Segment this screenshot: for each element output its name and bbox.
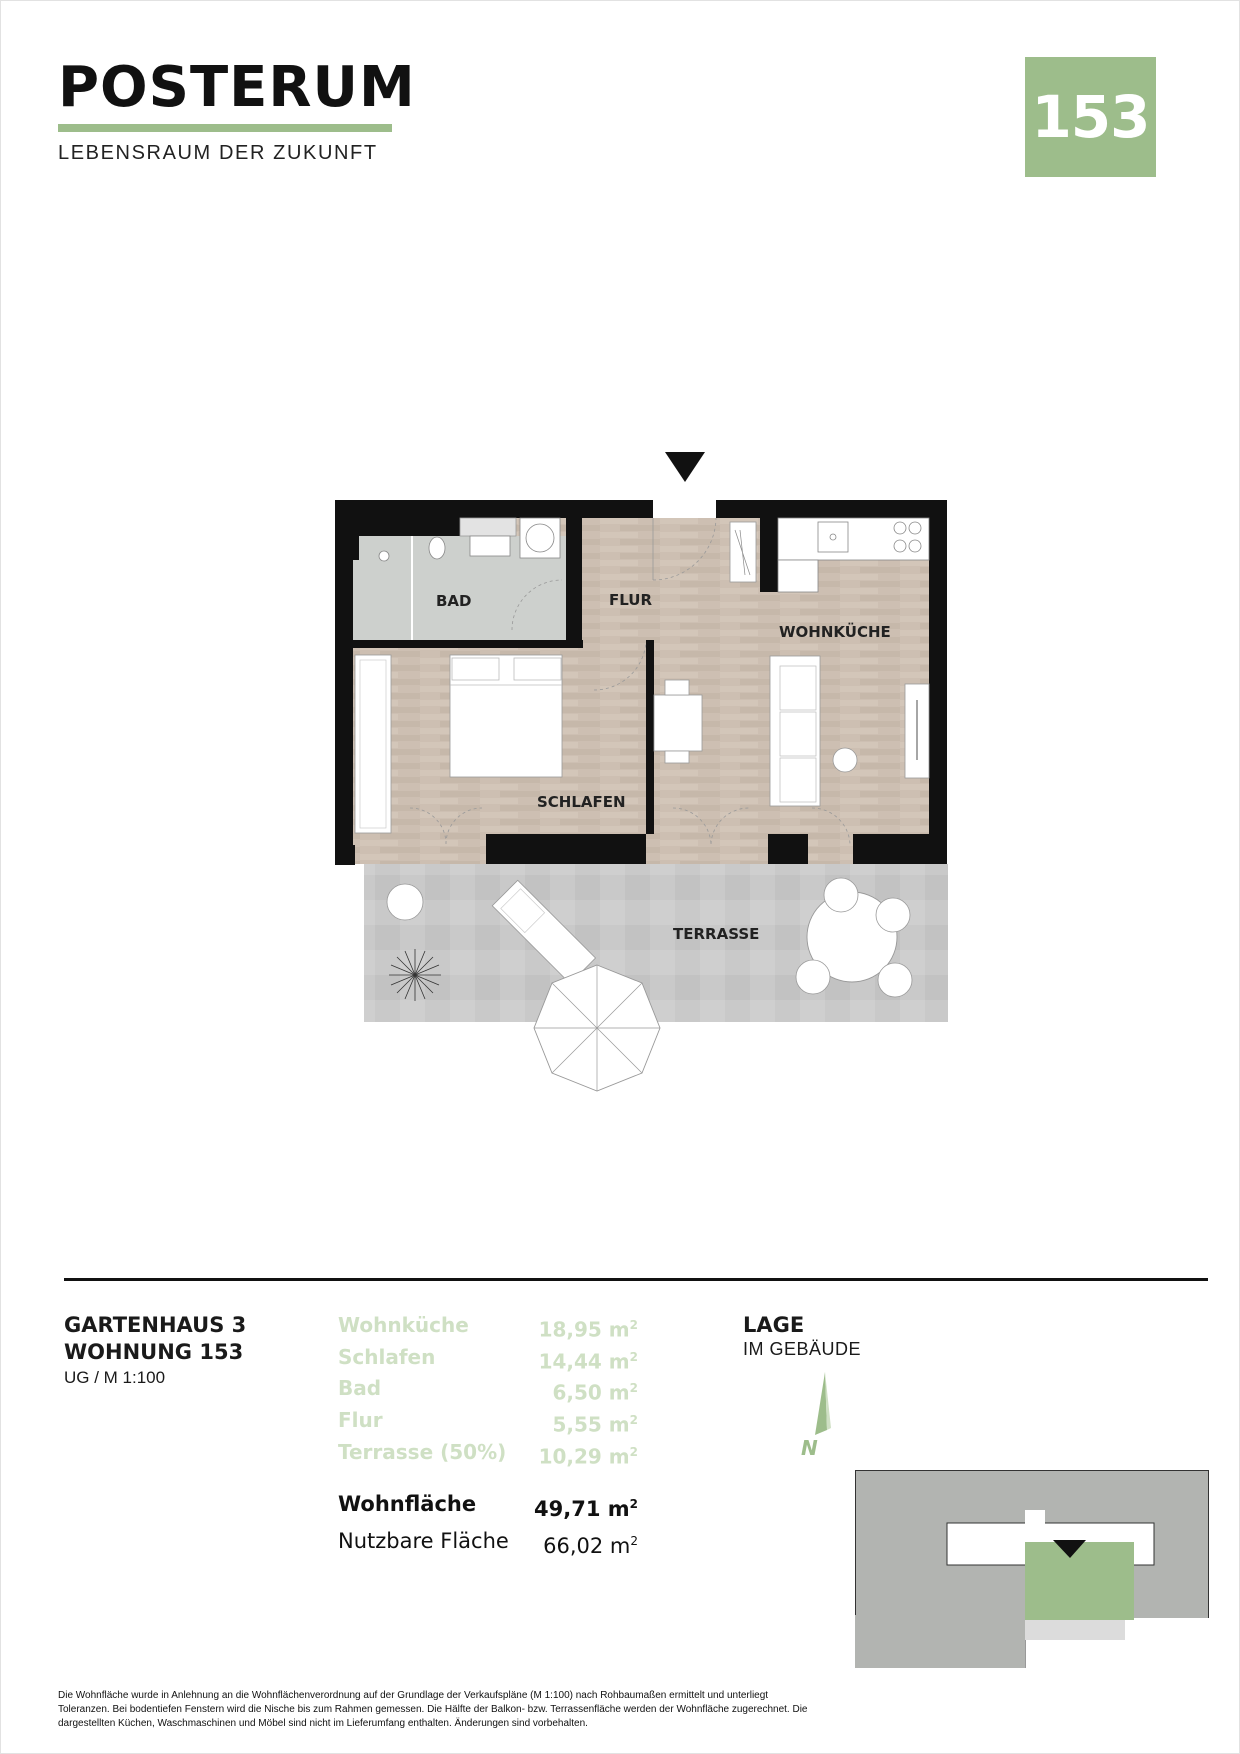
parasol	[534, 965, 660, 1091]
side-table	[833, 748, 857, 772]
floor-scale: UG / M 1:100	[64, 1368, 166, 1387]
kitchen-sink	[818, 522, 848, 552]
unit-name: WOHNUNG 153	[64, 1340, 244, 1364]
room-label-schlafen: SCHLAFEN	[537, 793, 626, 811]
location-info	[743, 1312, 861, 1360]
area-row: Schlafen 14,44 $m^2$	[338, 1344, 638, 1374]
brand-name: POSTERUM	[58, 55, 416, 120]
area-row: Bad 6,50 $m^2$	[338, 1376, 638, 1405]
shower-drain	[379, 551, 389, 561]
vanity	[460, 518, 516, 536]
wall-top-right	[716, 500, 947, 518]
room-label-flur: FLUR	[609, 591, 653, 609]
wall-bottom-1	[335, 845, 355, 865]
kitchen-counter	[778, 518, 929, 560]
area-table	[338, 1312, 638, 1562]
legal-footnote: Die Wohnfläche wurde in Anlehnung an die Wohnflächenverordnung auf der Grundlage der Verkaufspläne (M 1:100) nach Rohbaumaßen ermittelt und unterliegt Toleranzen. Bei bodentiefen Fenstern wird die Nische bis zum Rahmen gemessen. Die Hälfte der Balkon- bzw. Terrassenfläche werden der Wohnfläche zugerechnet. Die dargestellten Küchen, Waschmaschinen und Möbel sind nicht im Lieferumfang enthalten. Änderungen sind vorbehalten.	[58, 1690, 808, 1729]
area-row: Wohnküche 18,95 $m^2$	[338, 1313, 638, 1342]
usable-area-total: Nutzbare Fläche 66,02 $m^2$	[338, 1529, 638, 1559]
unit-info	[64, 1312, 246, 1389]
site-location-map	[855, 1470, 1209, 1668]
hall-wardrobe	[730, 522, 756, 582]
room-label-terrasse: TERRASSE	[673, 925, 760, 943]
site-unit-highlight	[1025, 1542, 1134, 1620]
entrance-arrow	[665, 452, 705, 482]
unit-number-badge: 153	[1025, 57, 1156, 177]
room-label-bad: BAD	[436, 592, 472, 610]
location-heading: LAGE	[743, 1313, 805, 1337]
toilet	[429, 537, 445, 559]
north-label: N	[801, 1436, 818, 1460]
sink	[470, 536, 510, 556]
wall-bath-right	[566, 518, 582, 648]
room-label-wohnkueche: WOHNKÜCHE	[779, 623, 891, 641]
section-divider	[64, 1278, 1208, 1281]
area-row: Flur 5,55 $m^2$	[338, 1407, 638, 1437]
location-subheading: IM GEBÄUDE	[743, 1339, 862, 1359]
bedroom-wardrobe	[355, 655, 391, 833]
area-row: Terrasse (50%) 10,29 $m^2$	[338, 1439, 638, 1469]
dining-table	[654, 695, 702, 751]
wall-bottom-2	[486, 834, 646, 864]
sofa	[770, 656, 820, 806]
planter	[387, 884, 423, 920]
wall-bottom-3	[768, 834, 808, 864]
wall-bottom-4	[853, 834, 947, 864]
brand-tagline: LEBENSRAUM DER ZUKUNFT	[58, 142, 378, 164]
wall-bath-bottom	[353, 640, 583, 648]
house-name: GARTENHAUS 3	[64, 1313, 247, 1337]
north-arrow-icon	[795, 1370, 835, 1460]
living-area-total: Wohnfläche 49,71 $m^2$	[338, 1492, 638, 1522]
wall-top-left	[335, 500, 653, 518]
wall-bed-right	[646, 640, 654, 834]
wall-kitchen-left	[760, 518, 778, 592]
